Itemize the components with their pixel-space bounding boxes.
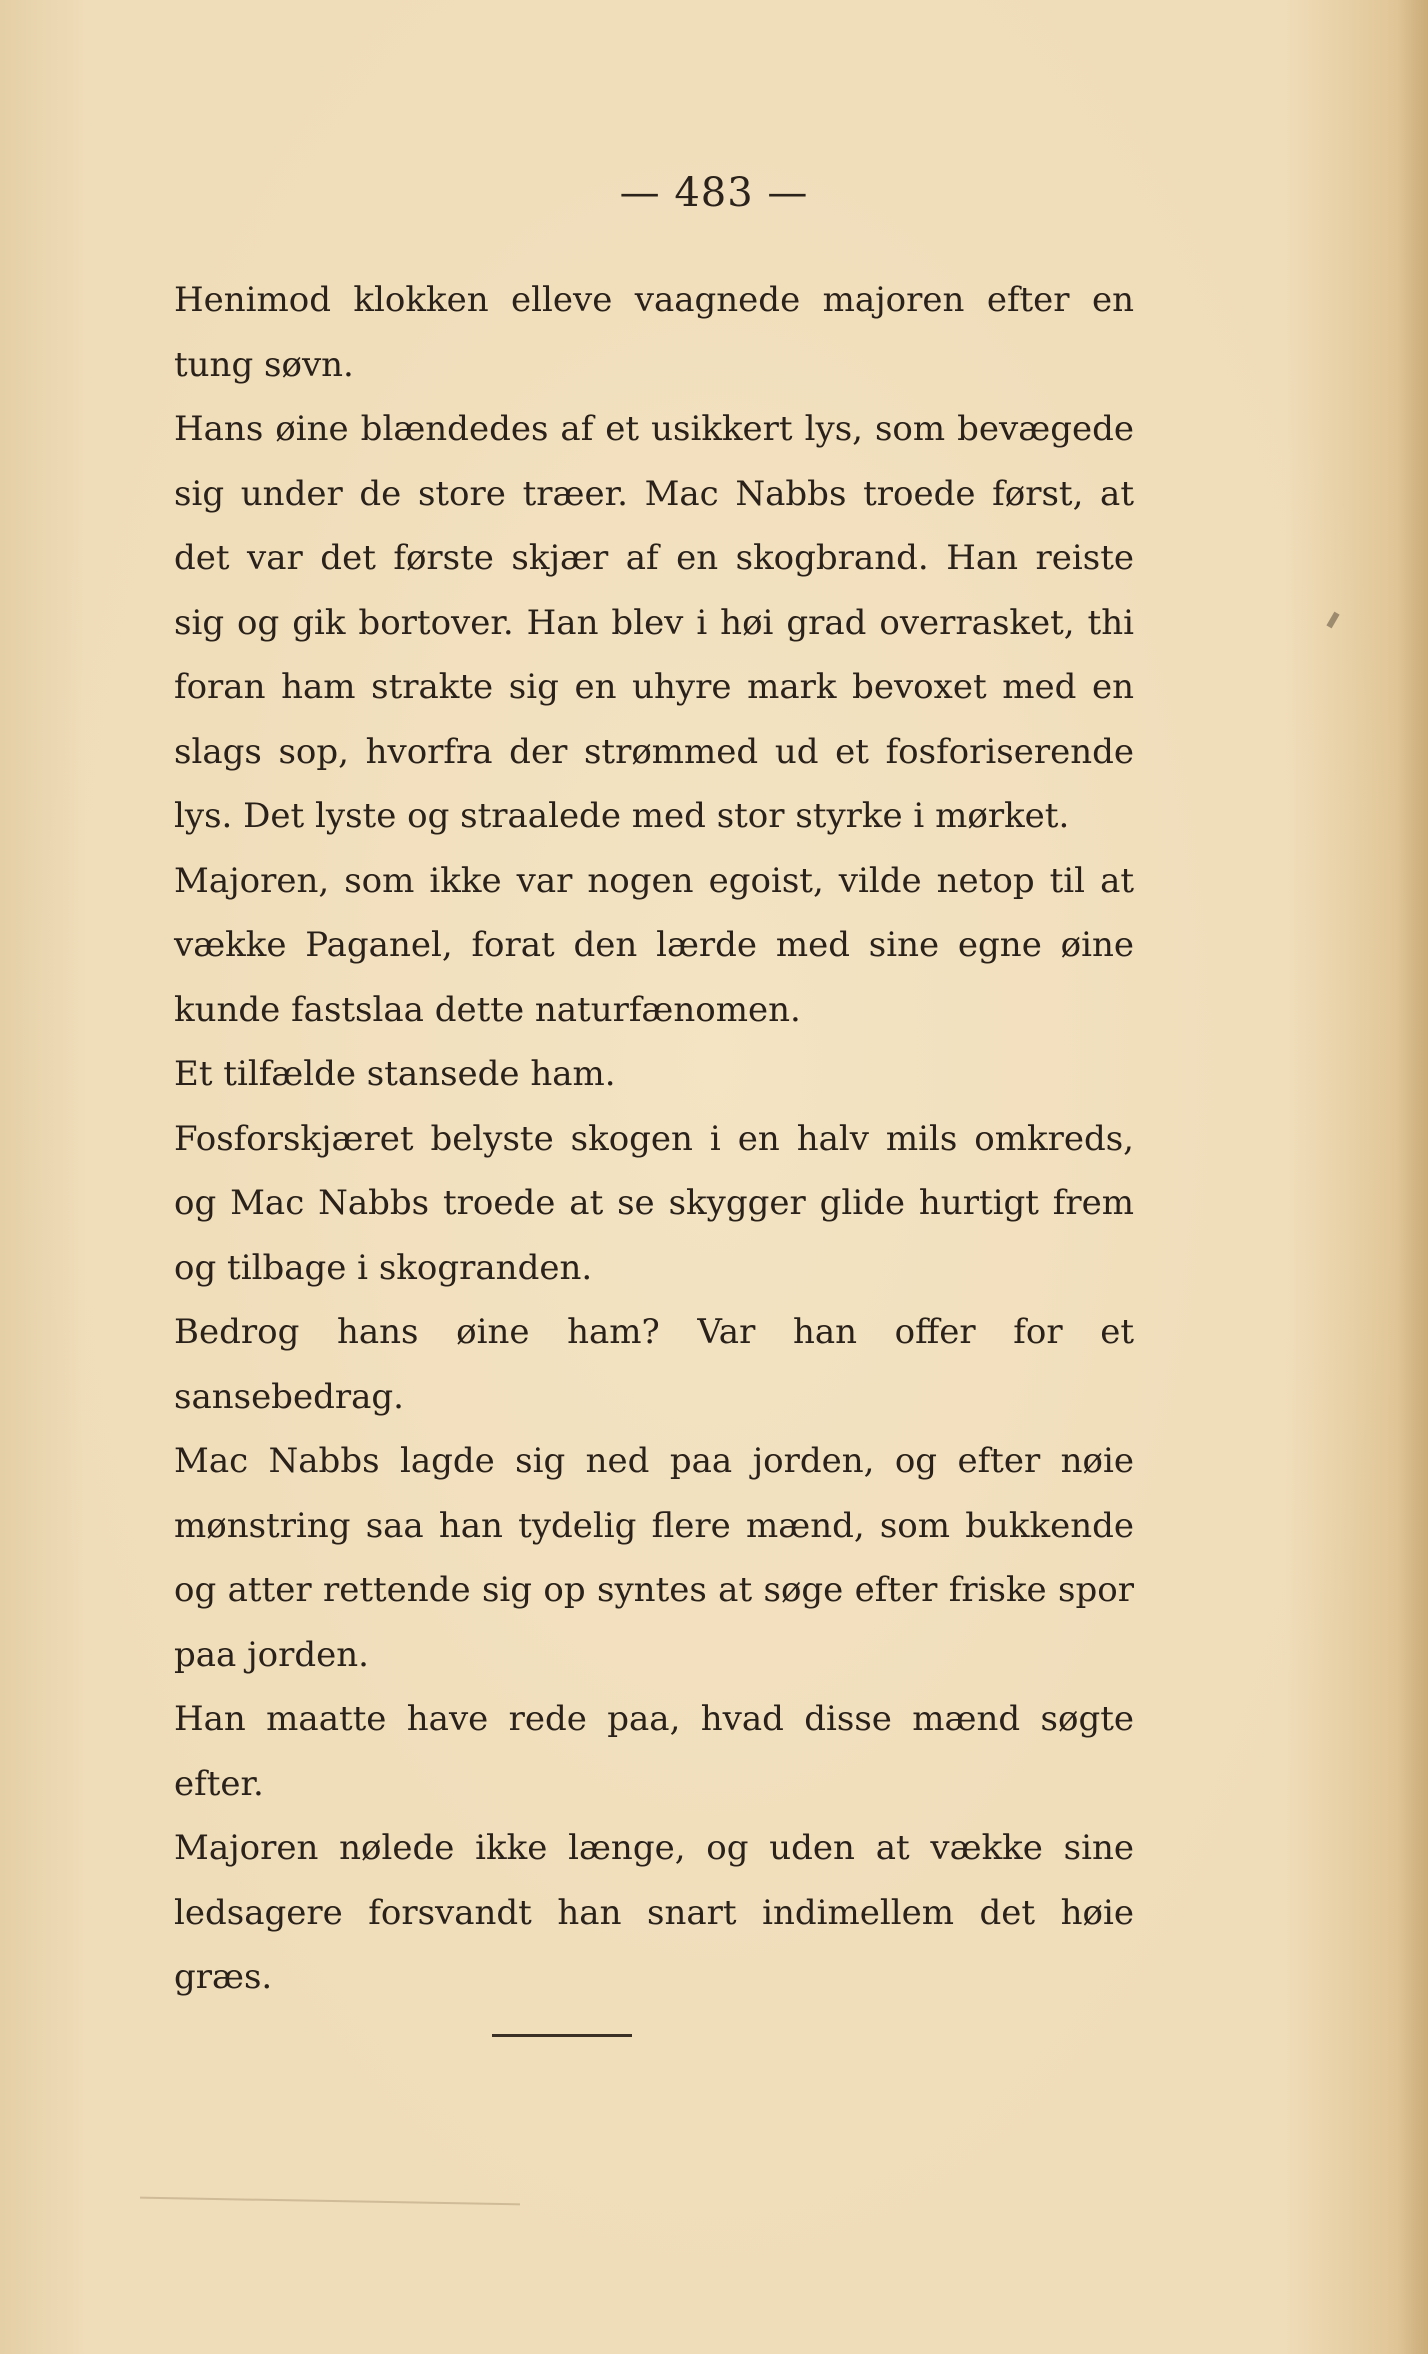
paragraph-5: Fosforskjæret belyste skogen i en halv mils omkreds, og Mac Nabbs troede at se skygger glide hurtigt frem og tilbage i skogranden. <box>174 1118 1134 1288</box>
page-edge-shadow <box>1398 0 1428 2354</box>
body-text <box>174 268 1134 2010</box>
paragraph-6: Bedrog hans øine ham? Var han offer for et sansebedrag. <box>174 1312 1134 1417</box>
paragraph-8: Han maatte have rede paa, hvad disse mænd søgte efter. <box>174 1699 1134 1804</box>
paragraph-2: Hans øine blændedes af et usikkert lys, som bevægede sig under de store træer. Mac Nabbs troede først, at det var det første skjær af en skogbrand. Han reiste sig og gik bortover. Han blev i høi grad overrasket, thi foran ham strakte sig en uhyre mark bevoxet med en slags sop, hvorfra der strømmed ud et fosforiserende lys. Det lyste og straalede med stor styrke i mørket. <box>174 409 1134 836</box>
ink-smudge <box>1326 612 1339 629</box>
paragraph-4: Et tilfælde stansede ham. <box>174 1054 616 1094</box>
paragraph-7: Mac Nabbs lagde sig ned paa jorden, og efter nøie mønstring saa han tydelig flere mænd, som bukkende og atter rettende sig op syntes at søge efter friske spor paa jorden. <box>174 1441 1134 1675</box>
paragraph-3: Majoren, som ikke var nogen egoist, vilde netop til at vække Paganel, forat den lærde med sine egne øine kunde fastslaa dette naturfænomen. <box>174 860 1134 1030</box>
paper-crease <box>140 2197 520 2206</box>
paragraph-1: Henimod klokken elleve vaagnede majoren efter en tung søvn. <box>174 280 1134 385</box>
paragraph-9: Majoren nølede ikke længe, og uden at vække sine ledsagere forsvandt han snart indimellem det høie græs. <box>174 1828 1134 1997</box>
page-number: — 483 — <box>619 170 809 216</box>
chapter-end-rule <box>492 2034 632 2037</box>
